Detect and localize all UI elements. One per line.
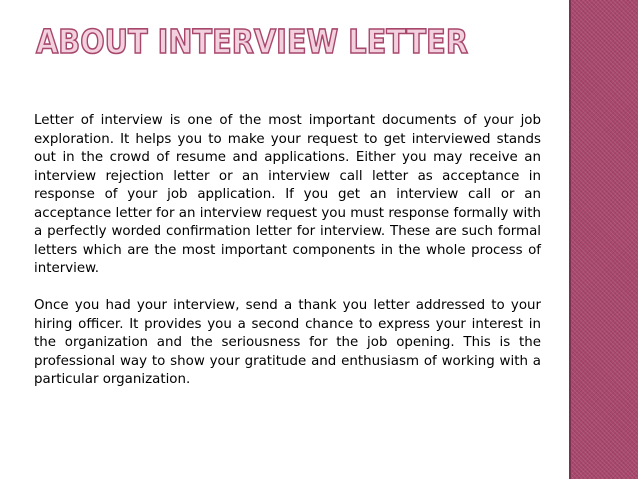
slide-body bbox=[34, 112, 541, 390]
slide-title bbox=[34, 20, 474, 60]
paragraph-interview-letter: Letter of interview is one of the most important documents of your job exploration. It helps you to make your request to get interviewed stands out in the crowd of resume and applications. Either you may receive an interview rejection letter or an interview call letter as acceptance in response of your job application. If you get an interview call or an acceptance letter for an interview request you must response formally with a perfectly worded confirmation letter for interview. These are such formal letters which are the most important components in the whole process of interview. bbox=[34, 113, 541, 276]
decorative-side-band bbox=[569, 0, 638, 479]
slide-title-text: ABOUT INTERVIEW LETTER bbox=[36, 22, 468, 61]
title-outline-text bbox=[34, 20, 474, 60]
paragraph-thank-you-letter: Once you had your interview, send a thank you letter addressed to your hiring officer. It provides you a second chance to express your interest in the organization and the seriousness for the job opening. This is the professional way to show your gratitude and enthusiasm of working with a particular organization. bbox=[34, 298, 541, 387]
decorative-side-band-edge bbox=[569, 0, 571, 479]
